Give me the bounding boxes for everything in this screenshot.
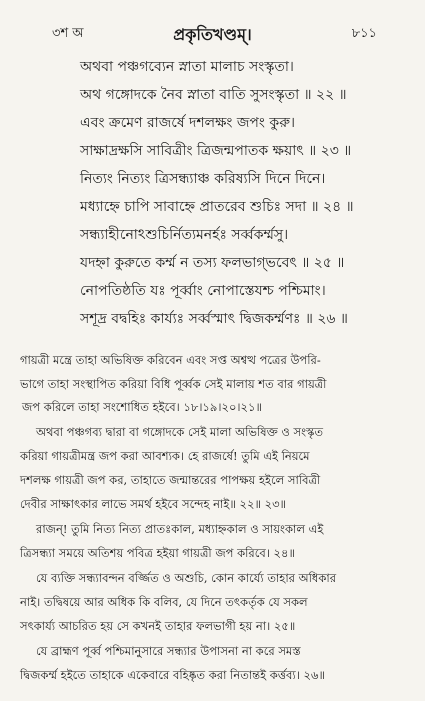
commentary-line: রাজন্‌! তুমি নিত্য নিত্য প্রাতঃকাল, মধ্যাহ্নকাল ও সায়ংকাল এই [36, 522, 324, 536]
verse-line: সন্ধ্যাহীনোঽশুচির্নিত্যমনর্হঃ সর্ব্বকর্ম্মসু। [80, 227, 289, 243]
verse-line: অথবা পঞ্চগব্যেন স্নাতা মালাচ সংস্কৃতা। [80, 59, 294, 75]
commentary-line: সৎকার্য্য আচরিত হয় সে কখনই তাহার ফলভাগী হয় না। ২৫॥ [20, 619, 296, 633]
verse-line: নিত্যং নিত্যং ত্রিসন্ধ্যাঞ্চ করিষ্যসি দিনে দিনে। [80, 171, 326, 187]
commentary-line: ভাগে তাহা সংস্থাপিত করিয়া বিধি পূর্ব্বক সেই মালায় শত বার গায়ত্রী [20, 377, 327, 391]
commentary-line: দশলক্ষ গায়ত্রী জপ কর, তাহাতে জন্মান্তরের পাপক্ষয় হইলে সাবিত্রী [20, 473, 321, 487]
verse-line: মধ্যাহ্নে চাপি সাবাহ্নে প্রাতরেব শুচিঃ সদা ॥ ২৪ ॥ [80, 199, 354, 215]
commentary-line: যে ব্রাহ্মণ পূর্ব্ব পশ্চিমানুসারে সন্ধ্যার উপাসনা না করে সমস্ত [36, 644, 301, 658]
page-number: ৮১১ [351, 26, 377, 41]
commentary-line: জপ করিলে তাহা সংশোধিত হইবে। ১৮।১৯।২০।২১॥ [22, 400, 262, 414]
verse-line: অথ গঙ্গোদকে নৈব স্নাতা বাতি সুসংস্কৃতা ॥ ২২ ॥ [80, 87, 347, 103]
verse-line: এবং ক্রমেণ রাজর্ষে দশলক্ষং জপং কুরু। [80, 115, 295, 131]
chapter-label: ৩শ অ [52, 26, 84, 41]
verse-line: নোপতিষ্ঠতি যঃ পূর্ব্বাং নোপাস্তেযশ্চ পশ্চিমাং। [80, 283, 326, 299]
commentary-line: যে ব্যক্তি সন্ধ্যাবন্দন বর্জ্জিত ও অশুচি, কোন কার্য্যে তাহার অধিকার [36, 571, 337, 585]
verse-line: সশূদ্র বদ্বহিঃ কার্য্যঃ সর্ব্বস্মাৎ দ্বিজকর্ম্মণঃ ॥ ২৬ ॥ [80, 311, 348, 327]
commentary-line: নাই। তদ্বিষয়ে আর অধিক কি বলিব, যে দিনে তৎকর্তৃক যে সকল [20, 595, 308, 609]
commentary-line: দ্বিজকর্ম্ম হইতে তাহাকে একেবারে বহিষ্কৃত করা নিতান্তই কর্ত্তব্য। ২৬॥ [20, 668, 325, 682]
verse-line: যদহ্না কুরুতে কর্ম্ম ন তস্য ফলভাগ্‌ভবেৎ ॥ ২৫ ॥ [80, 255, 345, 271]
verse-line: সাক্ষাদ্রক্ষসি সাবিত্রীং ত্রিজন্মপাতক ক্ষয়াৎ ॥ ২৩ ॥ [80, 143, 352, 159]
page-header [0, 22, 425, 44]
commentary-line: ত্রিসন্ধ্যা সময়ে অতিশয় পবিত্র হইয়া গায়ত্রী জপ করিবে। ২৪॥ [20, 546, 295, 560]
page-title: প্রকৃতিখণ্ডম্‌। [173, 25, 252, 44]
commentary-line: অথবা পঞ্চগব্য দ্বারা বা গঙ্গোদকে সেই মালা অভিষিক্ত ও সংস্কৃত [36, 425, 323, 439]
commentary-line: গায়ত্রী মন্ত্রে তাহা অভিষিক্ত করিবেন এবং সপ্ত অশ্বত্থ পত্রের উপরি- [20, 353, 321, 367]
commentary-line: করিয়া গায়ত্রীমন্ত্র জপ করা আবশ্যক। হে রাজর্ষে! তুমি এই নিয়মে [20, 449, 310, 463]
commentary-line: দেবীর সাক্ষাৎকার লাভে সমর্থ হইবে সন্দেহ নাই॥ ২২॥ ২৩॥ [20, 497, 287, 511]
